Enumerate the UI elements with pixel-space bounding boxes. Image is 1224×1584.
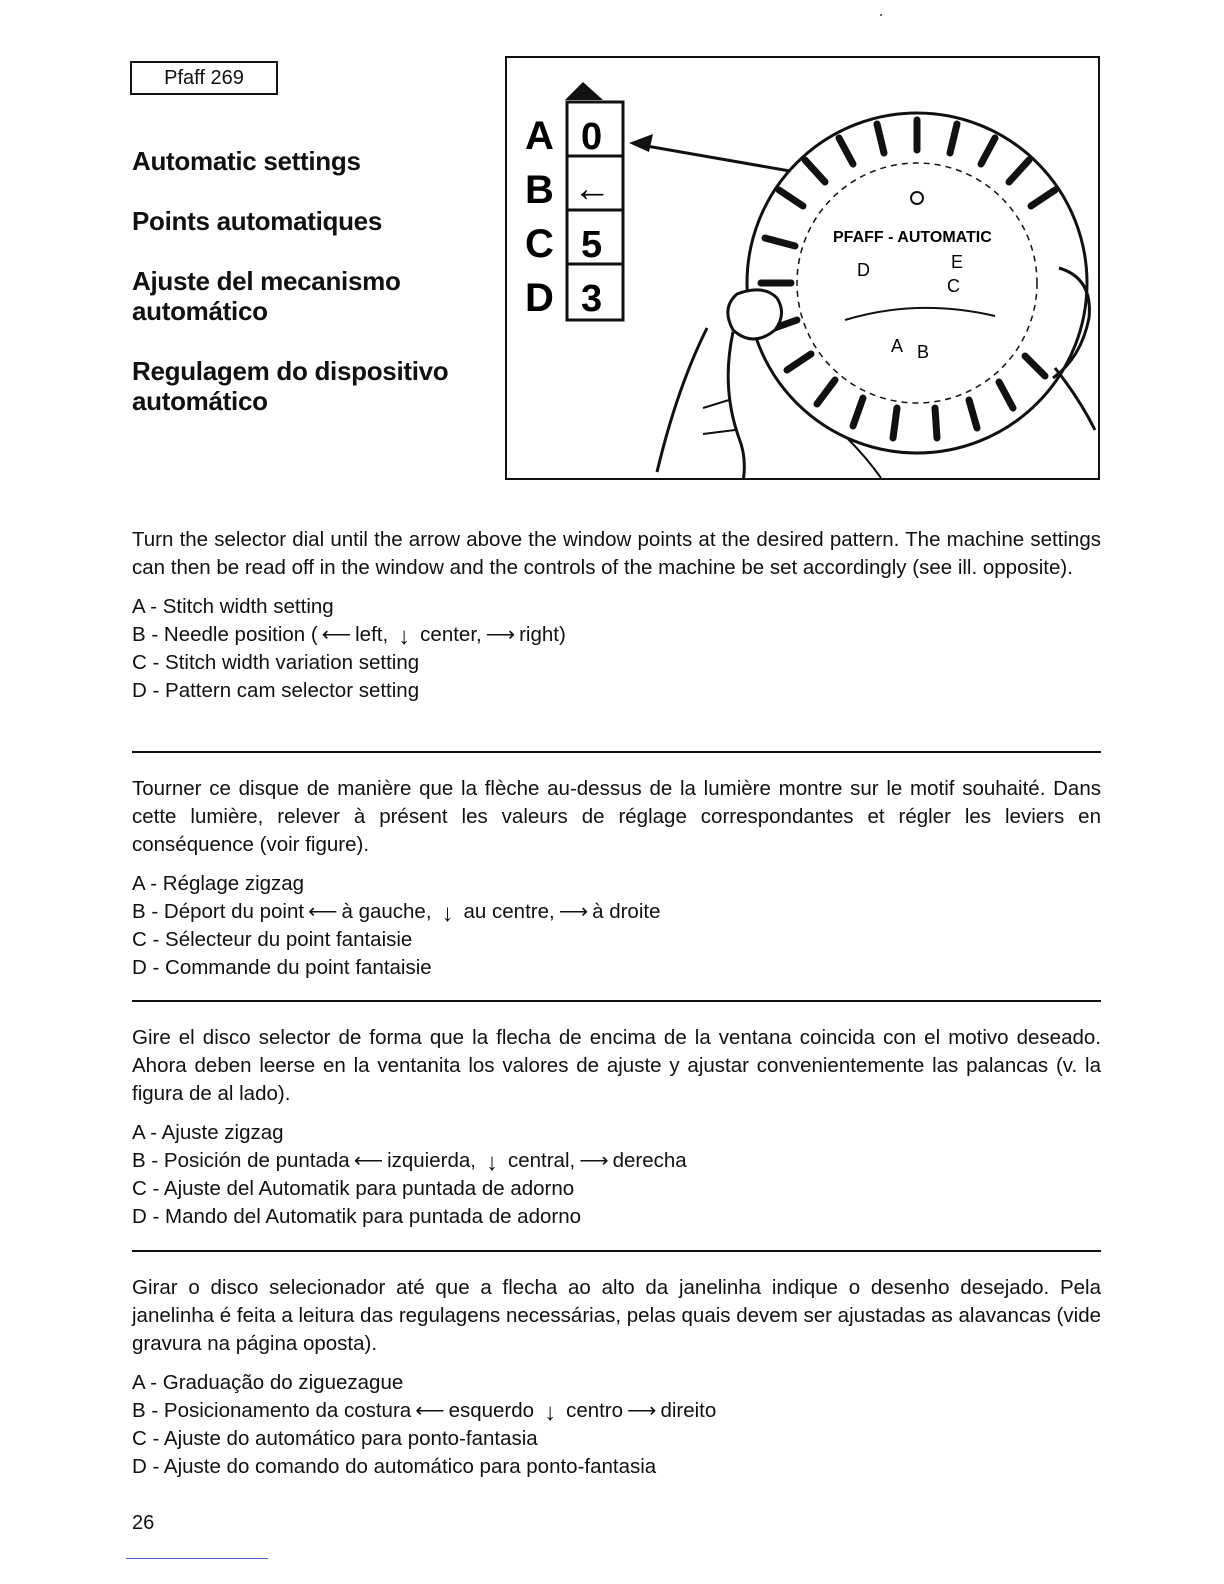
arrow-left-icon: ⟵ xyxy=(415,1399,445,1422)
english-item-b-right: right) xyxy=(519,623,566,646)
portuguese-item-a: A - Graduação do ziguezague xyxy=(132,1371,404,1394)
english-paragraph: Turn the selector dial until the arrow above the window points at the desired pattern. The machine settings can then be read off in the window and the controls of the machine be set accordingly (see ill. opposite). xyxy=(132,528,1101,579)
dial-letter-a: A xyxy=(891,336,904,356)
window-value-b: ← xyxy=(573,168,611,210)
dial-drawing xyxy=(507,58,1100,480)
english-item-b-center: center, xyxy=(420,623,482,646)
arrow-right-icon: ⟶ xyxy=(485,623,516,646)
window-pointer-icon xyxy=(565,82,603,100)
arrow-down-icon: ↓ xyxy=(485,1149,498,1176)
window-letter-a: A xyxy=(525,114,554,158)
model-label-box xyxy=(130,61,278,95)
english-item-b-prefix: B - Needle position ( xyxy=(132,623,318,646)
arrow-right-icon: ⟶ xyxy=(627,1399,657,1422)
french-item-c: C - Sélecteur du point fantaisie xyxy=(132,928,413,951)
window-value-a: 0 xyxy=(581,116,603,158)
window-letter-b: B xyxy=(525,168,554,212)
arrow-left-icon: ⟵ xyxy=(308,900,338,923)
dial-letter-e: E xyxy=(951,252,964,272)
arrow-left-icon: ⟵ xyxy=(321,623,352,646)
french-item-b-left: à gauche, xyxy=(341,900,432,923)
portuguese-section xyxy=(132,1274,1101,1481)
dial-label: PFAFF - AUTOMATIC xyxy=(833,229,992,246)
arrow-right-icon: ⟶ xyxy=(558,900,589,923)
spanish-item-b-right: derecha xyxy=(612,1149,687,1172)
automatic-dial-illustration xyxy=(505,56,1100,480)
section-titles xyxy=(132,146,492,446)
spanish-item-b-left: izquierda, xyxy=(387,1149,476,1172)
french-paragraph: Tourner ce disque de manière que la flèche au-dessus de la lumière montre sur le motif souhaité. Dans cette lumière, relever à présent les valeurs de réglage correspondantes et régler les leviers en conséquence (voir figure). xyxy=(132,777,1101,856)
speck xyxy=(880,14,882,16)
spanish-item-b-center: central, xyxy=(507,1149,576,1172)
french-item-d: D - Commande du point fantaisie xyxy=(132,956,432,979)
spanish-item-c: C - Ajuste del Automatik para puntada de adorno xyxy=(132,1177,575,1200)
portuguese-item-c: C - Ajuste do automático para ponto-fantasia xyxy=(132,1427,538,1450)
english-section xyxy=(132,526,1101,705)
dial-letter-d: D xyxy=(857,260,870,280)
portuguese-item-b xyxy=(132,1397,1101,1425)
english-item-d: D - Pattern cam selector setting xyxy=(132,679,420,702)
arrow-icon xyxy=(629,134,653,152)
arrow-left-icon: ⟵ xyxy=(353,1149,384,1172)
french-item-b-prefix: B - Déport du point xyxy=(132,900,305,923)
model-label: Pfaff 269 xyxy=(164,66,244,89)
french-section xyxy=(132,775,1101,982)
spanish-item-a: A - Ajuste zigzag xyxy=(132,1121,284,1144)
english-item-c: C - Stitch width variation setting xyxy=(132,651,420,674)
bottom-accent-line xyxy=(126,1558,268,1559)
divider-2 xyxy=(132,1000,1101,1002)
arrow-right-icon: ⟶ xyxy=(579,1149,609,1172)
spanish-item-d: D - Mando del Automatik para puntada de adorno xyxy=(132,1205,582,1228)
portuguese-item-b-center: centro xyxy=(566,1399,624,1422)
portuguese-item-b-left: esquerdo xyxy=(448,1399,535,1422)
title-french: Points automatiques xyxy=(132,206,382,236)
divider-1 xyxy=(132,751,1101,753)
dial-letter-b: B xyxy=(917,342,930,362)
title-portuguese: Regulagem do dispositivo automático xyxy=(132,356,449,416)
window-letter-d: D xyxy=(525,276,554,320)
arrow-down-icon: ↓ xyxy=(398,623,411,650)
french-item-b-right: à droite xyxy=(592,900,661,923)
french-item-b-center: au centre, xyxy=(463,900,555,923)
title-english: Automatic settings xyxy=(132,146,361,176)
spanish-item-b-prefix: B - Posición de puntada xyxy=(132,1149,350,1172)
divider-3 xyxy=(132,1250,1101,1252)
spanish-section xyxy=(132,1024,1101,1231)
english-item-b-left: left, xyxy=(355,623,389,646)
arrow-down-icon: ↓ xyxy=(441,900,454,927)
dial-letter-c: C xyxy=(947,276,960,296)
english-item-b xyxy=(132,621,1101,649)
portuguese-paragraph: Girar o disco selecionador até que a flecha ao alto da janelinha indique o desenho desejado. Pela janelinha é feita a leitura das regulagens necessárias, pelas quais devem ser ajustadas as alavancas (vide gravura na página oposta). xyxy=(132,1276,1101,1355)
french-item-a: A - Réglage zigzag xyxy=(132,872,305,895)
spanish-paragraph: Gire el disco selector de forma que la flecha de encima de la ventana coincida con el motivo deseado. Ahora deben leerse en la ventanita los valores de ajuste y ajustar convenientemente las palancas (v. la figura de al lado). xyxy=(132,1026,1101,1105)
english-item-a: A - Stitch width setting xyxy=(132,595,334,618)
thumb-drawing xyxy=(728,290,782,339)
portuguese-item-b-prefix: B - Posicionamento da costura xyxy=(132,1399,412,1422)
title-spanish: Ajuste del mecanismo automático xyxy=(132,266,401,326)
window-letter-c: C xyxy=(525,222,554,266)
arrow-down-icon: ↓ xyxy=(544,1399,557,1426)
window-value-c: 5 xyxy=(581,224,603,266)
window-value-d: 3 xyxy=(581,278,603,320)
spanish-item-b xyxy=(132,1147,1101,1175)
page-number: 26 xyxy=(132,1512,155,1534)
french-item-b xyxy=(132,898,1101,926)
portuguese-item-b-right: direito xyxy=(660,1399,717,1422)
portuguese-item-d: D - Ajuste do comando do automático para ponto-fantasia xyxy=(132,1455,657,1478)
